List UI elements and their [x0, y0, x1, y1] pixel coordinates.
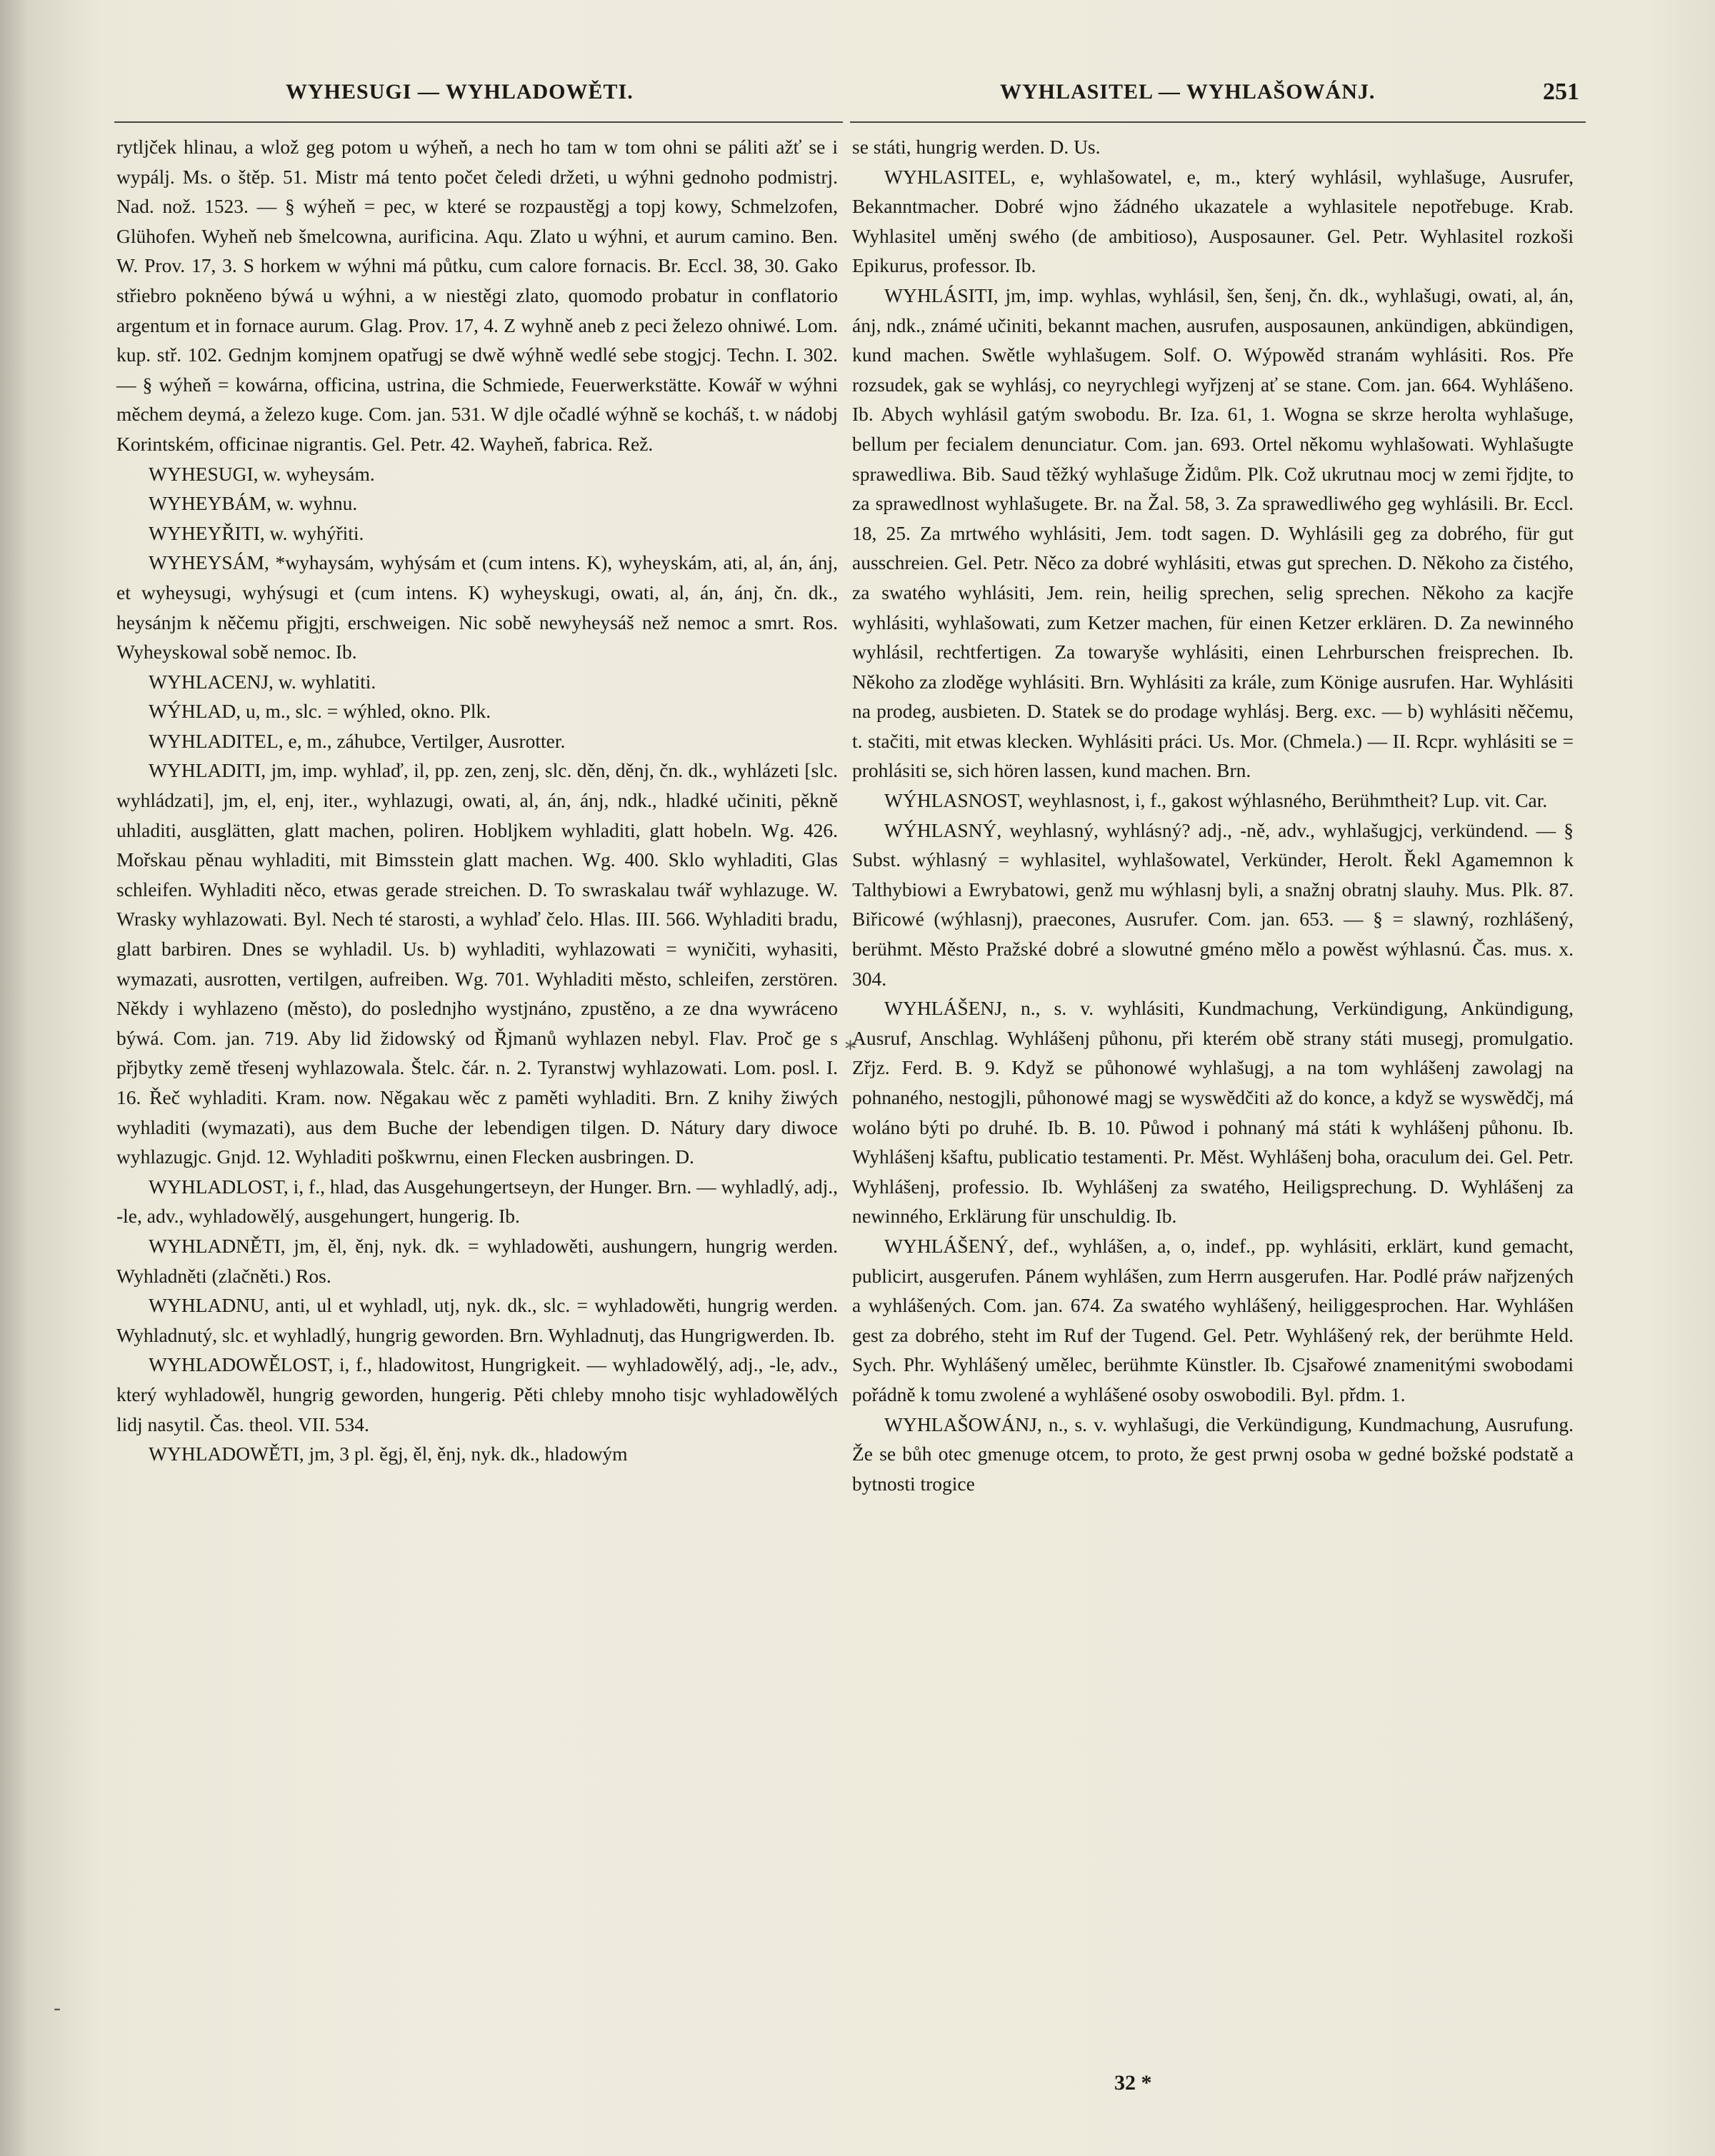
dictionary-entry: WYHLACENJ, w. wyhlatiti.	[149, 670, 376, 693]
dictionary-entry: WYHLADITEL, e, m., záhubce, Vertilger, Ausrotter.	[149, 729, 566, 752]
right-column	[852, 132, 1574, 1498]
dictionary-entry: WYHEYSÁM, *wyhaysám, wyhýsám et (cum intens. K), wyheyskám, ati, al, án, ánj, et wyheysugi, wyhýsugi et (cum intens. K) wyheyskugi, owati, al, án, ánj, čn. dk., heysánjm k něčemu přigjti, erschweigen. Nic sobě newyheysáš než nemoc a smrt. Ros. Wyheyskowal sobě nemoc. Ib.	[116, 551, 838, 663]
dictionary-entry: se státi, hungrig werden. D. Us.	[852, 136, 1101, 158]
dictionary-entry: WÝHLASNÝ, weyhlasný, wyhlásný? adj., -ně, adv., wyhlašugjcj, verkündend. — § Subst. wýhlasný = wyhlasitel, wyhlašowatel, Verkünder, Herolt. Řekl Agamemnon k Talthybiowi a Ewrybatowi, genž mu wýhlasnj byli, a snažnj obratnj slauhy. Mus. Plk. 87. Biřicowé (wýhlasnj), praecones, Ausrufer. Com. jan. 653. — § = slawný, rozhlášený, berühmt. Město Pražské dobré a slowutné gméno mělo a powěst wýhlasnú. Čas. mus. x. 304.	[852, 818, 1574, 990]
dictionary-entry: WYHLASITEL, e, wyhlašowatel, e, m., který wyhlásil, wyhlašuge, Ausrufer, Bekanntmacher. Dobré wjno žádného ukazatele a wyhlasitele nepotřebuge. Krab. Wyhlasitel uměnj swého (de ambitioso), Ausposauner. Gel. Petr. Wyhlasitel rozkoši Epikurus, professor. Ib.	[852, 165, 1574, 277]
running-header-left: WYHESUGI — WYHLADOWĚTI.	[286, 80, 634, 104]
dictionary-entry: WYHLADNĚTI, jm, ěl, ěnj, nyk. dk. = wyhladowěti, aushungern, hungrig werden. Wyhladněti (zlačněti.) Ros.	[116, 1234, 838, 1287]
dictionary-entry: WYHESUGI, w. wyheysám.	[149, 462, 375, 485]
dictionary-entry: WYHLADOWĚTI, jm, 3 pl. ěgj, ěl, ěnj, nyk. dk., hladowým	[149, 1443, 628, 1465]
dictionary-entry: WYHLADOWĚLOST, i, f., hladowitost, Hungrigkeit. — wyhladowělý, adj., -le, adv., který wyhladowěl, hungrig geworden, hungerig. Pěti chleby mnoho tisjc wyhladowělých lidj nasytil. Čas. theol. VII. 534.	[116, 1353, 838, 1435]
dictionary-entry: WYHLADITI, jm, imp. wyhlaď, il, pp. zen, zenj, slc. děn, děnj, čn. dk., wyhlázeti [slc. wyhládzati], jm, el, enj, iter., wyhlazugi, owati, al, án, ánj, ndk., hladké učiniti, pěkně uhladiti, ausglätten, glatt machen, poliren. Hobljkem wyhladiti, glatt hobeln. Wg. 426. Mořskau pěnau wyhladiti, mit Bimsstein glatt machen. Wg. 400. Sklo wyhladiti, Glas schleifen. Wyhladiti něco, etwas gerade streichen. D. To swraskalau twář wyhlazuge. W. Wrasky wyhlazowati. Byl. Nech té starosti, a wyhlaď čelo. Hlas. III. 566. Wyhladiti bradu, glatt barbiren. Dnes se wyhladil. Us. b) wyhladiti, wyhlazowati = wyničiti, wyhasiti, wymazati, ausrotten, vertilgen, aufreiben. Wg. 701. Wyhladiti město, schleifen, zerstören. Někdy i wyhlazeno (město), do poslednjho wystjnáno, zpustěno, a ze dna wywráceno býwá. Com. jan. 719. Aby lid židowský od Řjmanů wyhlazen nebyl. Flav. Proč ge s přjbytky země třesenj wyhlazowala. Štelc. čár. n. 2. Tyranstwj wyhlazowati. Lom. posl. I. 16. Řeč wyhladiti. Kram. now. Něgakau wěc z paměti wyhladiti. Brn. Z knihy žiwých wyhladiti (wymazati), aus dem Buche der lebendigen tilgen. D. Nátury dary diwoce wyhlazugjc. Gnjd. 12. Wyhladiti poškwrnu, einen Flecken ausbringen. D.	[116, 759, 838, 1168]
signature-mark: 32 *	[1114, 2071, 1152, 2095]
dictionary-entry: WYHEYŘITI, w. wyhýřiti.	[149, 521, 364, 544]
dictionary-entry: WYHLADNU, anti, ul et wyhladl, utj, nyk. dk., slc. = wyhladowěti, hungrig werden. Wyhladnutý, slc. et wyhladlý, hungrig geworden. Brn. Wyhladnutj, das Hungrigwerden. Ib.	[116, 1294, 838, 1346]
dictionary-entry: WYHLÁŠENÝ, def., wyhlášen, a, o, indef., pp. wyhlásiti, erklärt, kund gemacht, publicirt, ausgerufen. Pánem wyhlášen, zum Herrn ausgerufen. Har. Podlé práw nařjzených a wyhlášených. Com. jan. 674. Za swatého wyhlášený, heiliggesprochen. Har. Wyhlášen gest za dobrého, steht im Ruf der Tugend. Gel. Petr. Wyhlášený rek, der berühmte Held. Sych. Phr. Wyhlášený umělec, berühmte Künstler. Ib. Cjsařowé znamenitými swobodami pořádně k tomu zwolené a wyhlášené osoby oswobodili. Byl. přdm. 1.	[852, 1234, 1574, 1405]
dictionary-entry: WÝHLAD, u, m., slc. = wýhled, okno. Plk.	[149, 700, 491, 723]
dictionary-entry: WYHLADLOST, i, f., hlad, das Ausgehungertseyn, der Hunger. Brn. — wyhladlý, adj., -le, adv., wyhladowělý, ausgehungert, hungerig. Ib.	[116, 1175, 838, 1228]
running-header-right: WYHLASITEL — WYHLAŠOWÁNJ.	[1000, 80, 1376, 104]
dictionary-entry: WYHLÁŠENJ, n., s. v. wyhlásiti, Kundmachung, Verkündigung, Ankündigung, Ausruf, Anschlag. Wyhlášenj půhonu, při kterém obě strany státi musegj, promulgatio. Zřjz. Ferd. B. 9. Když se půhonowé wyhlašugj, a na tom wyhlášenj zawolagj na pohnaného, nestogjli, půhonowé magj se wyswědčiti až do konce, a když se wyswědčj, má woláno býti po druhé. Ib. B. 10. Půwod i pohnaný má státi k wyhlášenj půhonu. Ib. Wyhlášenj kšaftu, publicatio testamenti. Pr. Měst. Wyhlášenj boha, oraculum dei. Gel. Petr. Wyhlášenj, professio. Ib. Wyhlášenj za swatého, Heiligsprechung. D. Wyhlášenj za newinného, Erklärung für unschuldig. Ib.	[852, 997, 1574, 1228]
margin-dash: -	[54, 1996, 61, 2021]
dictionary-entry: WÝHLASNOST, weyhlasnost, i, f., gakost wýhlasného, Berühmtheit? Lup. vit. Car.	[884, 789, 1548, 812]
page-number: 251	[1543, 79, 1579, 105]
header-rule-right	[850, 121, 1586, 123]
dictionary-entry: rytljček hlinau, a wlož geg potom u wýheň, a nech ho tam w tom ohni se páliti ažť se i wypálj. Ms. o štěp. 51. Mistr má tento počet čeledi držeti, u wýhni gednoho podmistrj. Nad. nož. 1523. — § wýheň = pec, w které se rozpaustěgj a topj kowy, Schmelzofen, Glühofen. Wyheň neb šmelcowna, aurificina. Aqu. Zlato u wýhni, et aurum camino. Ben. W. Prov. 17, 3. S horkem w wýhni má půtku, cum calore fornacis. Br. Eccl. 38, 30. Gako střiebro pokněeno býwá u wýhni, a w niestěgi zlato, quomodo probatur in conflatorio argentum et in fornace aurum. Glag. Prov. 17, 4. Z wyhně aneb z peci železo ohniwé. Lom. kup. stř. 102. Gednjm komjnem opatřugj se dwě wýhně wedlé sebe stogjcj. Techn. I. 302. — § wýheň = kowárna, officina, ustrina, die Schmiede, Feuerwerkstätte. Kowář w wýhni měchem deymá, a železo kuge. Com. jan. 531. W djle očadlé wýhně se kocháš, t. w nádobj Korintském, officinae nigrantis. Gel. Petr. 42. Wayheň, fabrica. Rež.	[116, 136, 838, 455]
dictionary-entry: WYHLÁSITI, jm, imp. wyhlas, wyhlásil, šen, šenj, čn. dk., wyhlašugi, owati, al, án, ánj, ndk., známé učiniti, bekannt machen, ausrufen, ausposaunen, ankündigen, abkündigen, kund machen. Swětle wyhlašugem. Solf. O. Wýpowěd stranám wyhlásiti. Ros. Pře rozsudek, gak se wyhlásj, co neyrychlegi wyřjzenj ať se stane. Com. jan. 664. Wyhlášeno. Ib. Abych wyhlásil gatým swobodu. Br. Iza. 61, 1. Wogna se skrze herolta wyhlašuge, bellum per fecialem denunciatur. Com. jan. 693. Ortel někomu wyhlašowati. Wyhlašugte sprawedliwa. Bib. Saud těžký wyhlašuge Židům. Plk. Což ukrutnau mocj w zemi řjdjte, to za sprawedlnost wyhlašugete. Br. na Žal. 58, 3. Za sprawedliwého geg wyhlásili. Br. Eccl. 18, 25. Za mrtwého wyhlásiti, Jem. todt sagen. D. Wyhlásili geg za dobrého, für gut ausschreien. Gel. Petr. Něco za dobré wyhlásiti, etwas gut sprechen. D. Někoho za čistého, za swatého wyhlásiti, Jem. rein, heilig sprechen, selig sprechen. Někoho za kacjře wyhlásiti, wyhlašowati, zum Ketzer machen, für einen Ketzer erklären. D. Za newinného wyhlásil, rechtfertigen. Za towaryše wyhlásiti, einen Lehrburschen freisprechen. Ib. Někoho za zloděge wyhlásiti. Brn. Wyhlásiti za krále, zum Könige ausrufen. Har. Wyhlásiti na prodeg, ausbieten. D. Statek se do prodage wyhlásj. Berg. exc. — b) wyhlásiti něčemu, t. stačiti, mit etwas klecken. Wyhlásiti práci. Us. Mor. (Chmela.) — II. Rcpr. wyhlásiti se = prohlásiti se, sich hören lassen, kund machen. Brn.	[852, 284, 1574, 782]
left-column	[116, 132, 838, 1469]
header-rule-left	[114, 121, 843, 123]
margin-mark: *	[845, 1037, 856, 1062]
dictionary-entry: WYHLAŠOWÁNJ, n., s. v. wyhlašugi, die Verkündigung, Kundmachung, Ausrufung. Že se bůh otec gmenuge otcem, to proto, že gest prwnj osoba w gedné božské podstatě a bytnosti trogice	[852, 1413, 1574, 1495]
dictionary-entry: WYHEYBÁM, w. wyhnu.	[149, 492, 358, 515]
